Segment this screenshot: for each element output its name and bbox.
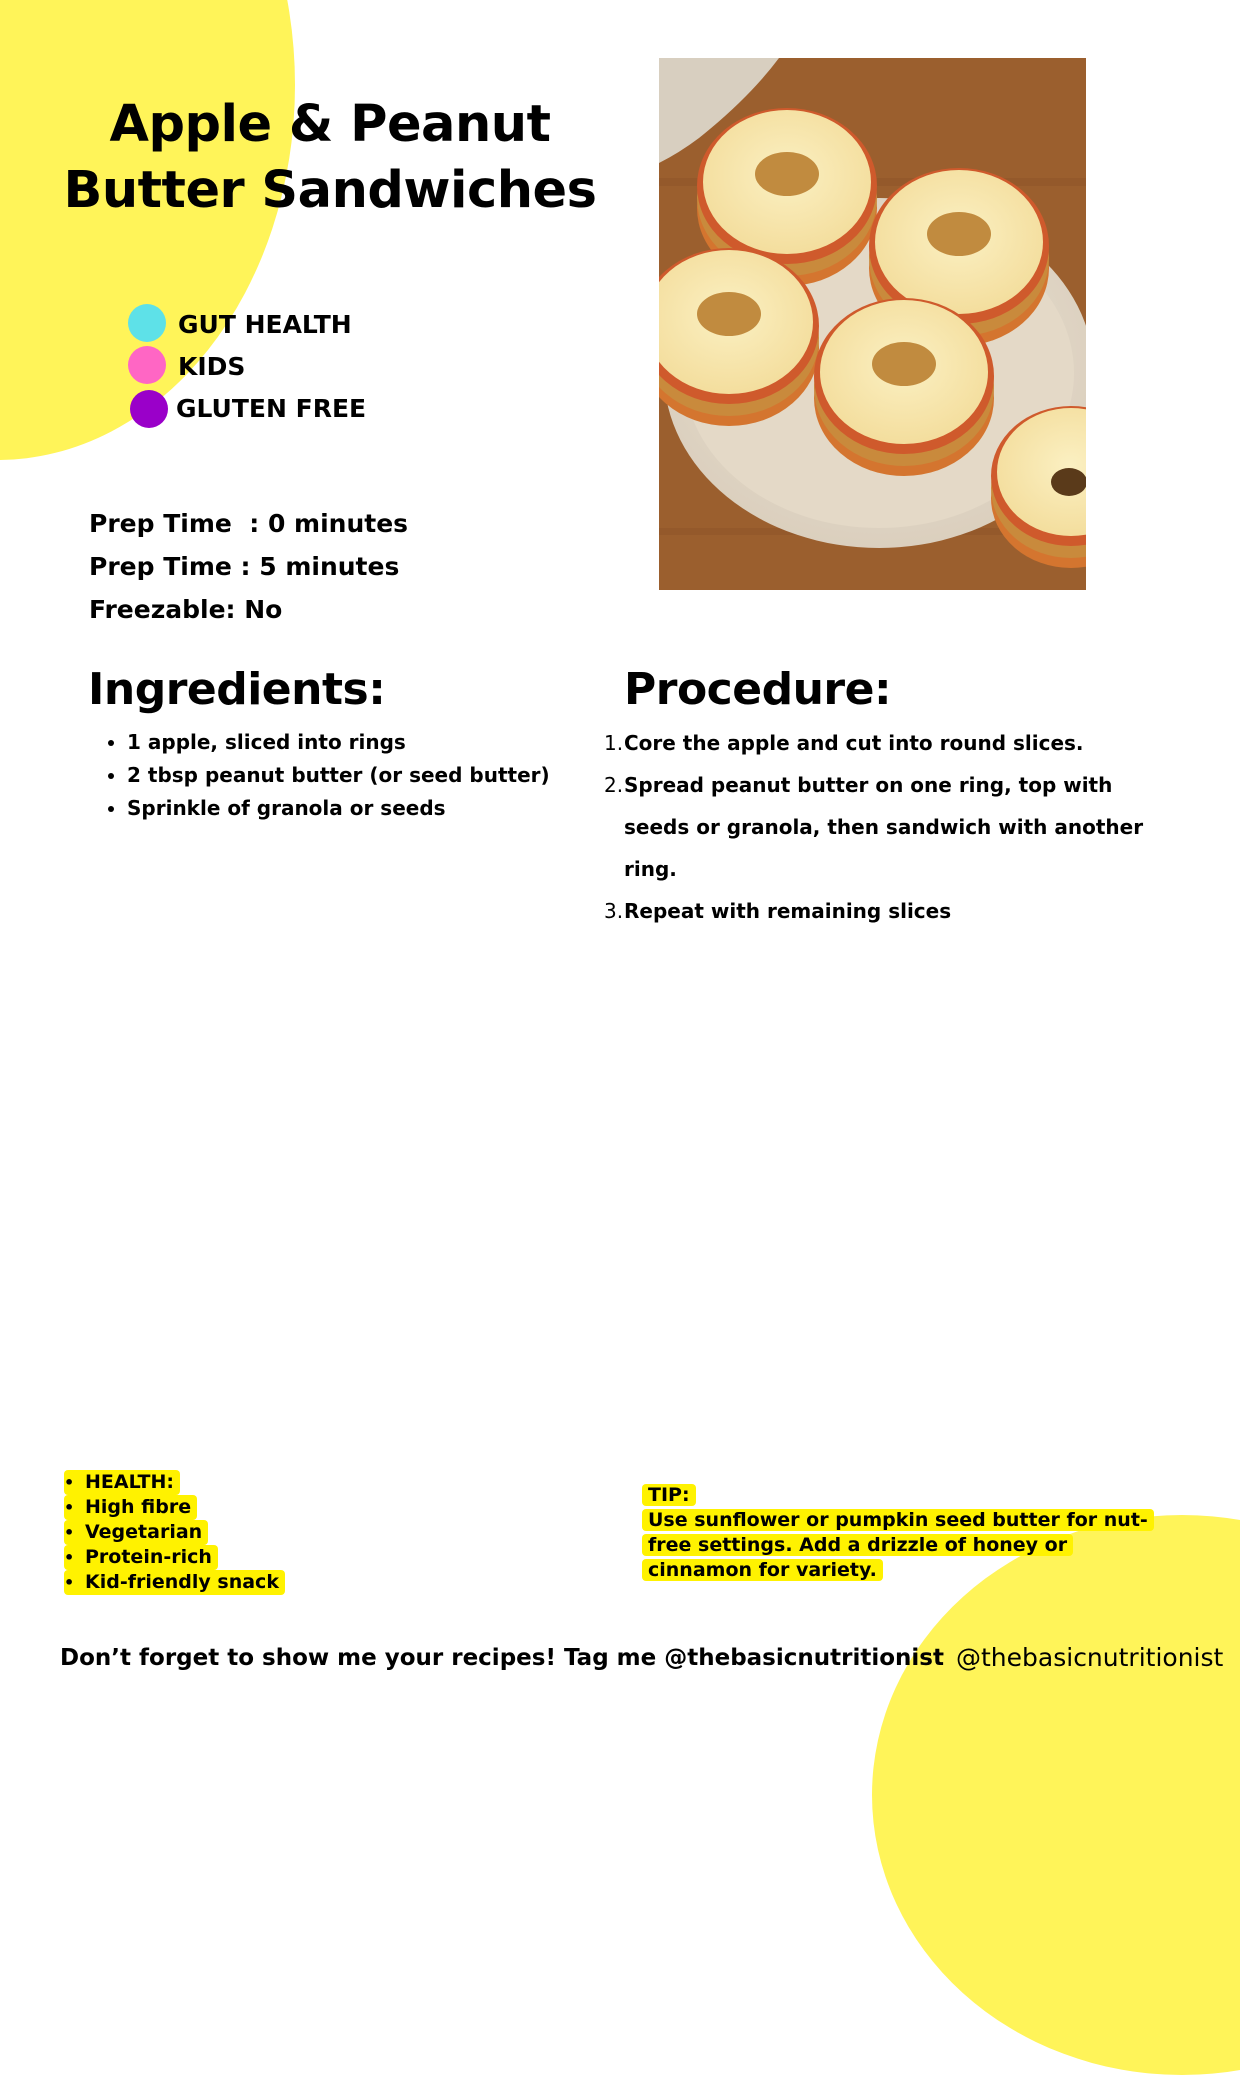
list-item (64, 1495, 285, 1520)
pink-dot-icon (128, 346, 166, 384)
health-item: Vegetarian (64, 1520, 208, 1545)
health-item: Kid-friendly snack (64, 1570, 285, 1595)
step-number: 1. (604, 731, 624, 755)
tag-label: GUT HEALTH (178, 310, 352, 339)
procedure-step (560, 890, 1180, 932)
list-item: • Sprinkle of granola or seeds (127, 794, 550, 827)
list-item (64, 1570, 285, 1595)
step-number: 3. (604, 899, 624, 923)
recipe-photo (659, 58, 1086, 590)
cyan-dot-icon (128, 304, 166, 342)
tag-label: GLUTEN FREE (176, 394, 367, 423)
decorative-blob-bottom-right (872, 1515, 1240, 2075)
bullet-icon: • (64, 1498, 75, 1517)
step-text: Repeat with remaining slices (624, 899, 952, 923)
footer-handle: @thebasicnutritionist (956, 1643, 1224, 1672)
ingredients-list (100, 728, 550, 827)
list-item (64, 1520, 285, 1545)
tip-text: Use sunflower or pumpkin seed butter for nut-free settings. Add a drizzle of honey or cinnamon for variety. (642, 1509, 1154, 1581)
step-text: Spread peanut butter on one ring, top with seeds or granola, then sandwich with another ring. (624, 773, 1144, 881)
prep-time-1: Prep Time : 0 minutes (89, 509, 409, 538)
recipe-title: Apple & Peanut Butter Sandwiches (63, 95, 597, 220)
procedure-heading: Procedure: (624, 664, 892, 715)
list-item: • 1 apple, sliced into rings (127, 728, 550, 761)
bullet-icon: • (64, 1523, 75, 1542)
bullet-icon: • (64, 1548, 75, 1567)
ingredients-heading: Ingredients: (88, 664, 386, 715)
procedure-step (560, 764, 1180, 890)
recipe-meta (89, 502, 408, 631)
prep-time-2: Prep Time : 5 minutes (89, 552, 400, 581)
step-text: Core the apple and cut into round slices. (624, 731, 1084, 755)
bullet-icon: • (64, 1573, 75, 1592)
procedure-list (560, 722, 1180, 932)
bullet-icon: • (64, 1473, 75, 1492)
footer-message: Don’t forget to show me your recipes! Tag me @thebasicnutritionist (60, 1645, 944, 1671)
freezable: Freezable: No (89, 595, 283, 624)
health-label: HEALTH: (64, 1470, 180, 1495)
procedure-step (560, 722, 1180, 764)
purple-dot-icon (130, 390, 168, 428)
tip-label: TIP: (642, 1484, 696, 1506)
step-number: 2. (604, 773, 624, 797)
health-item: Protein-rich (64, 1545, 218, 1570)
list-item (64, 1470, 285, 1495)
tip-box (642, 1483, 1162, 1583)
health-item: High fibre (64, 1495, 197, 1520)
list-item: • 2 tbsp peanut butter (or seed butter) (127, 761, 550, 794)
health-benefits-list (64, 1470, 285, 1595)
tag-label: KIDS (178, 352, 246, 381)
list-item (64, 1545, 285, 1570)
